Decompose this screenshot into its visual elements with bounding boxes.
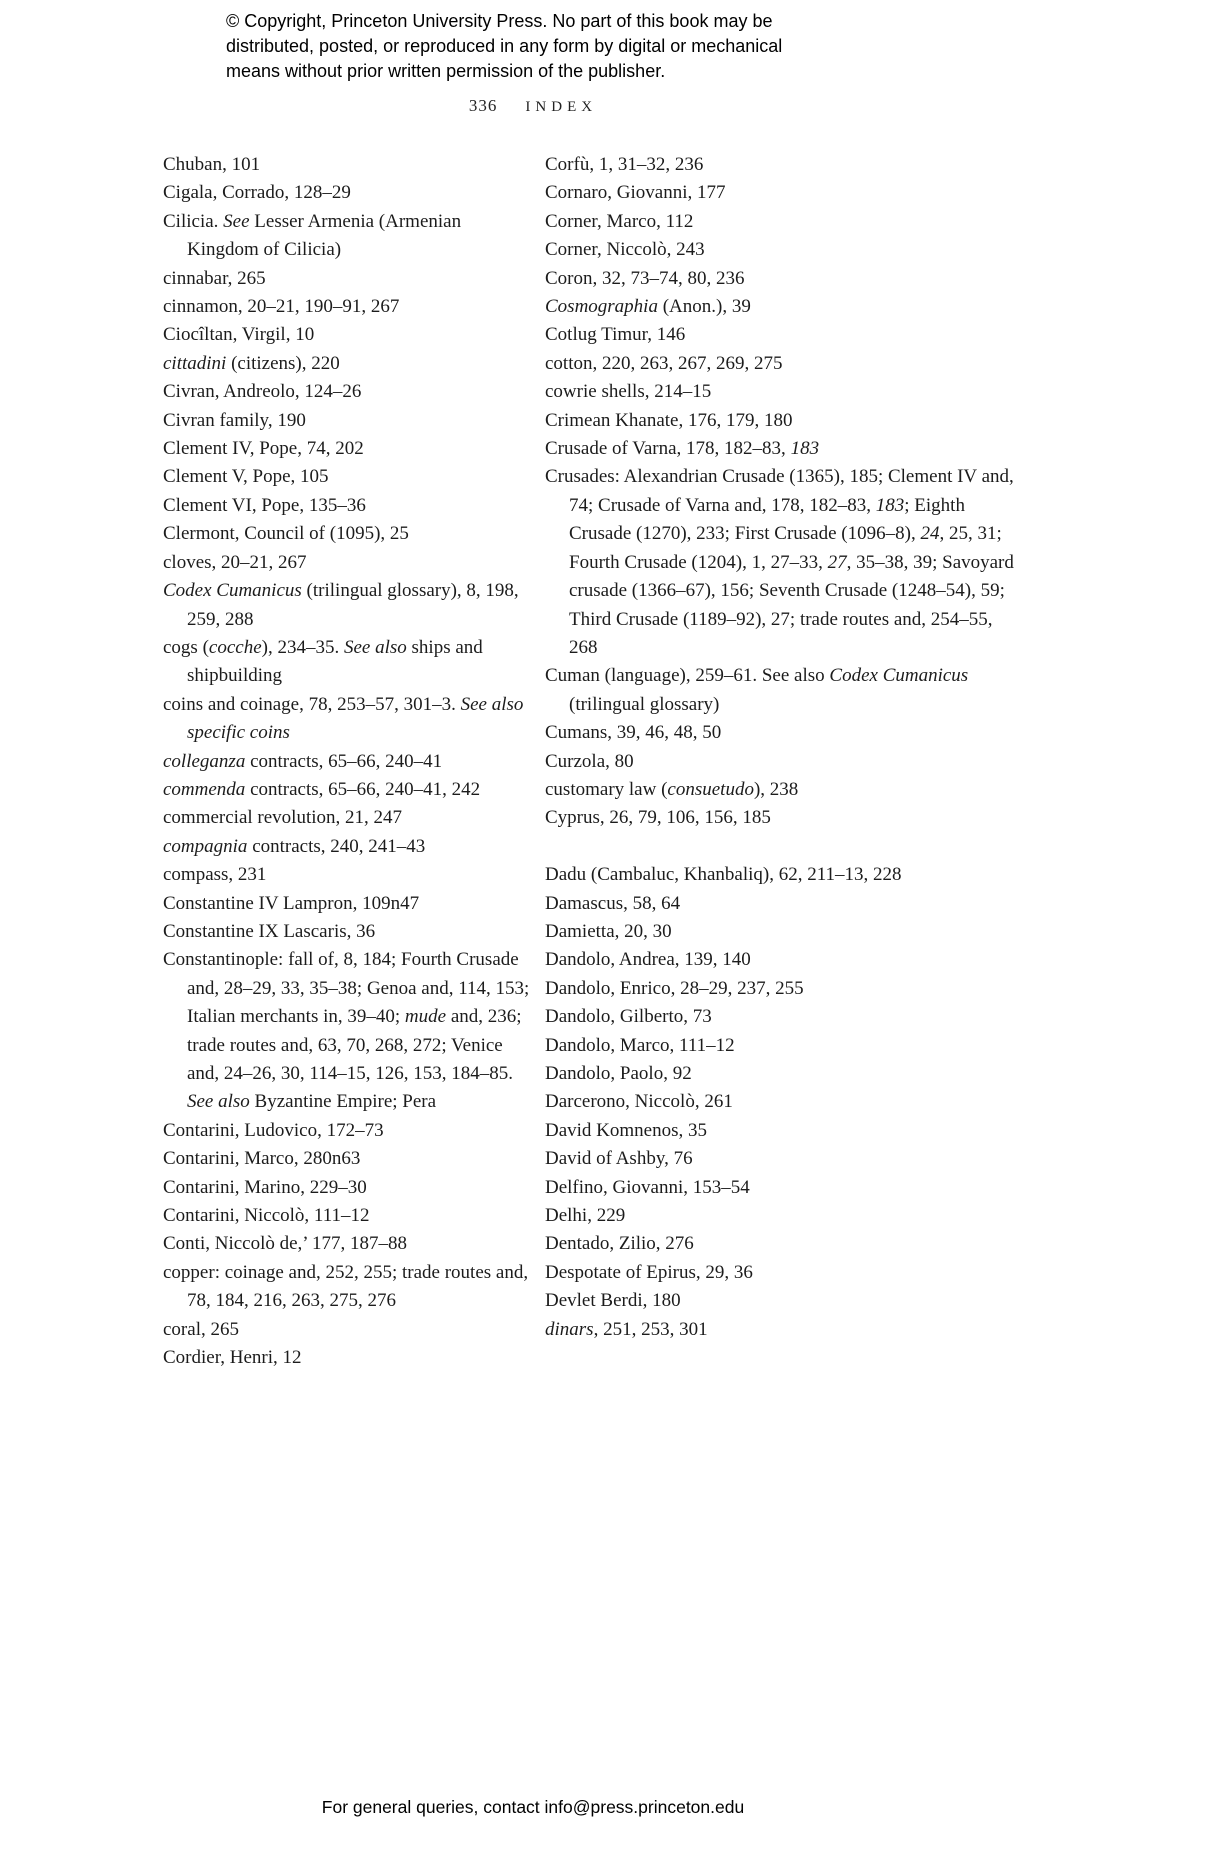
index-entry: Contarini, Marino, 229–30 — [163, 1176, 367, 1198]
index-entry: Dandolo, Andrea, 139, 140 — [545, 949, 751, 971]
index-entry: Ciocîltan, Virgil, 10 — [163, 324, 315, 346]
index-entry: Civran, Andreolo, 124–26 — [163, 381, 362, 403]
index-entry: Cordier, Henri, 12 — [163, 1347, 302, 1369]
index-entry: Devlet Berdi, 180 — [545, 1290, 681, 1312]
index-entry: Codex Cumanicus (trilingual glossary), 8, 198, 259, 288 — [163, 580, 519, 630]
index-column-left — [163, 151, 535, 1372]
index-entry: Dandolo, Paolo, 92 — [545, 1062, 692, 1084]
index-entry: Clement IV, Pope, 74, 202 — [163, 438, 364, 460]
index-entry: Clement VI, Pope, 135–36 — [163, 494, 366, 516]
index-entry: Cilicia. See Lesser Armenia (Armenian Kingdom of Cilicia) — [163, 210, 462, 261]
index-entry: Delhi, 229 — [545, 1205, 626, 1227]
index-entry: cogs (cocche), 234–35. See also ships and shipbuilding — [163, 636, 483, 687]
index-entry: cloves, 20–21, 267 — [163, 551, 307, 573]
index-entry: Contarini, Ludovico, 172–73 — [163, 1119, 384, 1141]
index-entry: Cornaro, Giovanni, 177 — [545, 182, 726, 204]
index-entry: Crusades: Alexandrian Crusade (1365), 185; Clement IV and, 74; Crusade of Varna and, 178, 182–83, 183; Eighth Crusade (1270), 233; First Crusade (1096–8), 24, 25, 31; Fourth Crusade (1204), 1, 27–33, 27, 35–38, 39; Savoyard crusade (1366–67), 156; Seventh Crusade (1248–54), 59; Third Crusade (1189–92), 27; trade routes and, 254–55, 268 — [545, 466, 1014, 658]
copyright-notice — [226, 9, 782, 84]
index-entry: Conti, Niccolò de,’ 177, 187–88 — [163, 1233, 407, 1255]
copyright-line: distributed, posted, or reproduced in any form by digital or mechanical — [226, 36, 783, 56]
index-entry: Darcerono, Niccolò, 261 — [545, 1091, 733, 1113]
index-entry: Cosmographia (Anon.), 39 — [545, 296, 751, 318]
index-entry: Cigala, Corrado, 128–29 — [163, 182, 351, 204]
index-entry: Contarini, Niccolò, 111–12 — [163, 1205, 370, 1227]
index-entry: Clermont, Council of (1095), 25 — [163, 523, 409, 545]
index-entry: Damascus, 58, 64 — [545, 892, 681, 914]
index-entry: Corner, Marco, 112 — [545, 210, 694, 232]
index-entry: Crimean Khanate, 176, 179, 180 — [545, 409, 793, 431]
index-entry: Civran family, 190 — [163, 409, 306, 431]
index-entry: coral, 265 — [163, 1318, 239, 1340]
index-entry: cotton, 220, 263, 267, 269, 275 — [545, 352, 783, 374]
index-entry: Damietta, 20, 30 — [545, 920, 672, 942]
index-entry: customary law (consuetudo), 238 — [545, 778, 799, 800]
index-entry: Crusade of Varna, 178, 182–83, 183 — [545, 438, 820, 460]
index-entry: Delfino, Giovanni, 153–54 — [545, 1176, 750, 1198]
page-number: 336 — [468, 96, 498, 115]
column-spacer — [545, 833, 1023, 861]
index-entry: Dandolo, Enrico, 28–29, 237, 255 — [545, 977, 804, 999]
index-entry: Corfù, 1, 31–32, 236 — [545, 154, 704, 175]
index-entry: David Komnenos, 35 — [545, 1119, 708, 1141]
index-entry: Dandolo, Gilberto, 73 — [545, 1006, 712, 1028]
index-entry: Coron, 32, 73–74, 80, 236 — [545, 267, 745, 289]
copyright-line: means without prior written permission of the publisher. — [226, 61, 666, 81]
index-entry: Dadu (Cambaluc, Khanbaliq), 62, 211–13, 228 — [545, 864, 902, 886]
index-entry: Curzola, 80 — [545, 750, 634, 772]
index-entry: David of Ashby, 76 — [545, 1148, 693, 1170]
index-entry: Cyprus, 26, 79, 106, 156, 185 — [545, 807, 771, 829]
index-entry: Chuban, 101 — [163, 154, 261, 175]
page-header — [163, 96, 903, 116]
index-entry: Cotlug Timur, 146 — [545, 324, 686, 346]
index-entry: commercial revolution, 21, 247 — [163, 807, 403, 829]
page-title: INDEX — [525, 99, 598, 115]
index-entry: Contarini, Marco, 280n63 — [163, 1148, 361, 1170]
index-entry: compagnia contracts, 240, 241–43 — [163, 835, 426, 857]
index-entry: colleganza contracts, 65–66, 240–41 — [163, 750, 443, 772]
index-entry: Corner, Niccolò, 243 — [545, 239, 705, 261]
index-entry: commenda contracts, 65–66, 240–41, 242 — [163, 778, 481, 800]
index-entry: Clement V, Pope, 105 — [163, 466, 329, 488]
copyright-line: © Copyright, Princeton University Press. No part of this book may be — [226, 11, 773, 31]
index-entry: cinnabar, 265 — [163, 267, 266, 289]
footer-contact: For general queries, contact info@press.princeton.edu — [321, 1797, 745, 1817]
index-entry: dinars, 251, 253, 301 — [545, 1318, 708, 1340]
index-entry: Cuman (language), 259–61. See also Codex Cumanicus (trilingual glossary) — [545, 665, 969, 715]
index-entry: Constantinople: fall of, 8, 184; Fourth Crusade and, 28–29, 33, 35–38; Genoa and, 114, 153; Italian merchants in, 39–40; mude and, 236; trade routes and, 63, 70, 268, 272; Venice and, 24–26, 30, 114–15, 126, 153, 184–85. See also Byzantine Empire; Pera — [163, 949, 530, 1113]
index-entry: cowrie shells, 214–15 — [545, 381, 712, 403]
index-entry: coins and coinage, 78, 253–57, 301–3. See also specific coins — [163, 693, 524, 744]
index-entry: cinnamon, 20–21, 190–91, 267 — [163, 296, 400, 318]
index-entry: Dentado, Zilio, 276 — [545, 1233, 694, 1255]
index-entry: Cumans, 39, 46, 48, 50 — [545, 722, 722, 744]
index-entry: copper: coinage and, 252, 255; trade routes and, 78, 184, 216, 263, 275, 276 — [163, 1261, 529, 1312]
index-entry: Despotate of Epirus, 29, 36 — [545, 1261, 753, 1283]
index-column-right — [545, 151, 1023, 1344]
index-entry: Constantine IV Lampron, 109n47 — [163, 892, 420, 914]
index-entry: cittadini (citizens), 220 — [163, 352, 340, 374]
index-entry: Dandolo, Marco, 111–12 — [545, 1034, 735, 1056]
index-entry: Constantine IX Lascaris, 36 — [163, 920, 376, 942]
index-entry: compass, 231 — [163, 864, 267, 886]
